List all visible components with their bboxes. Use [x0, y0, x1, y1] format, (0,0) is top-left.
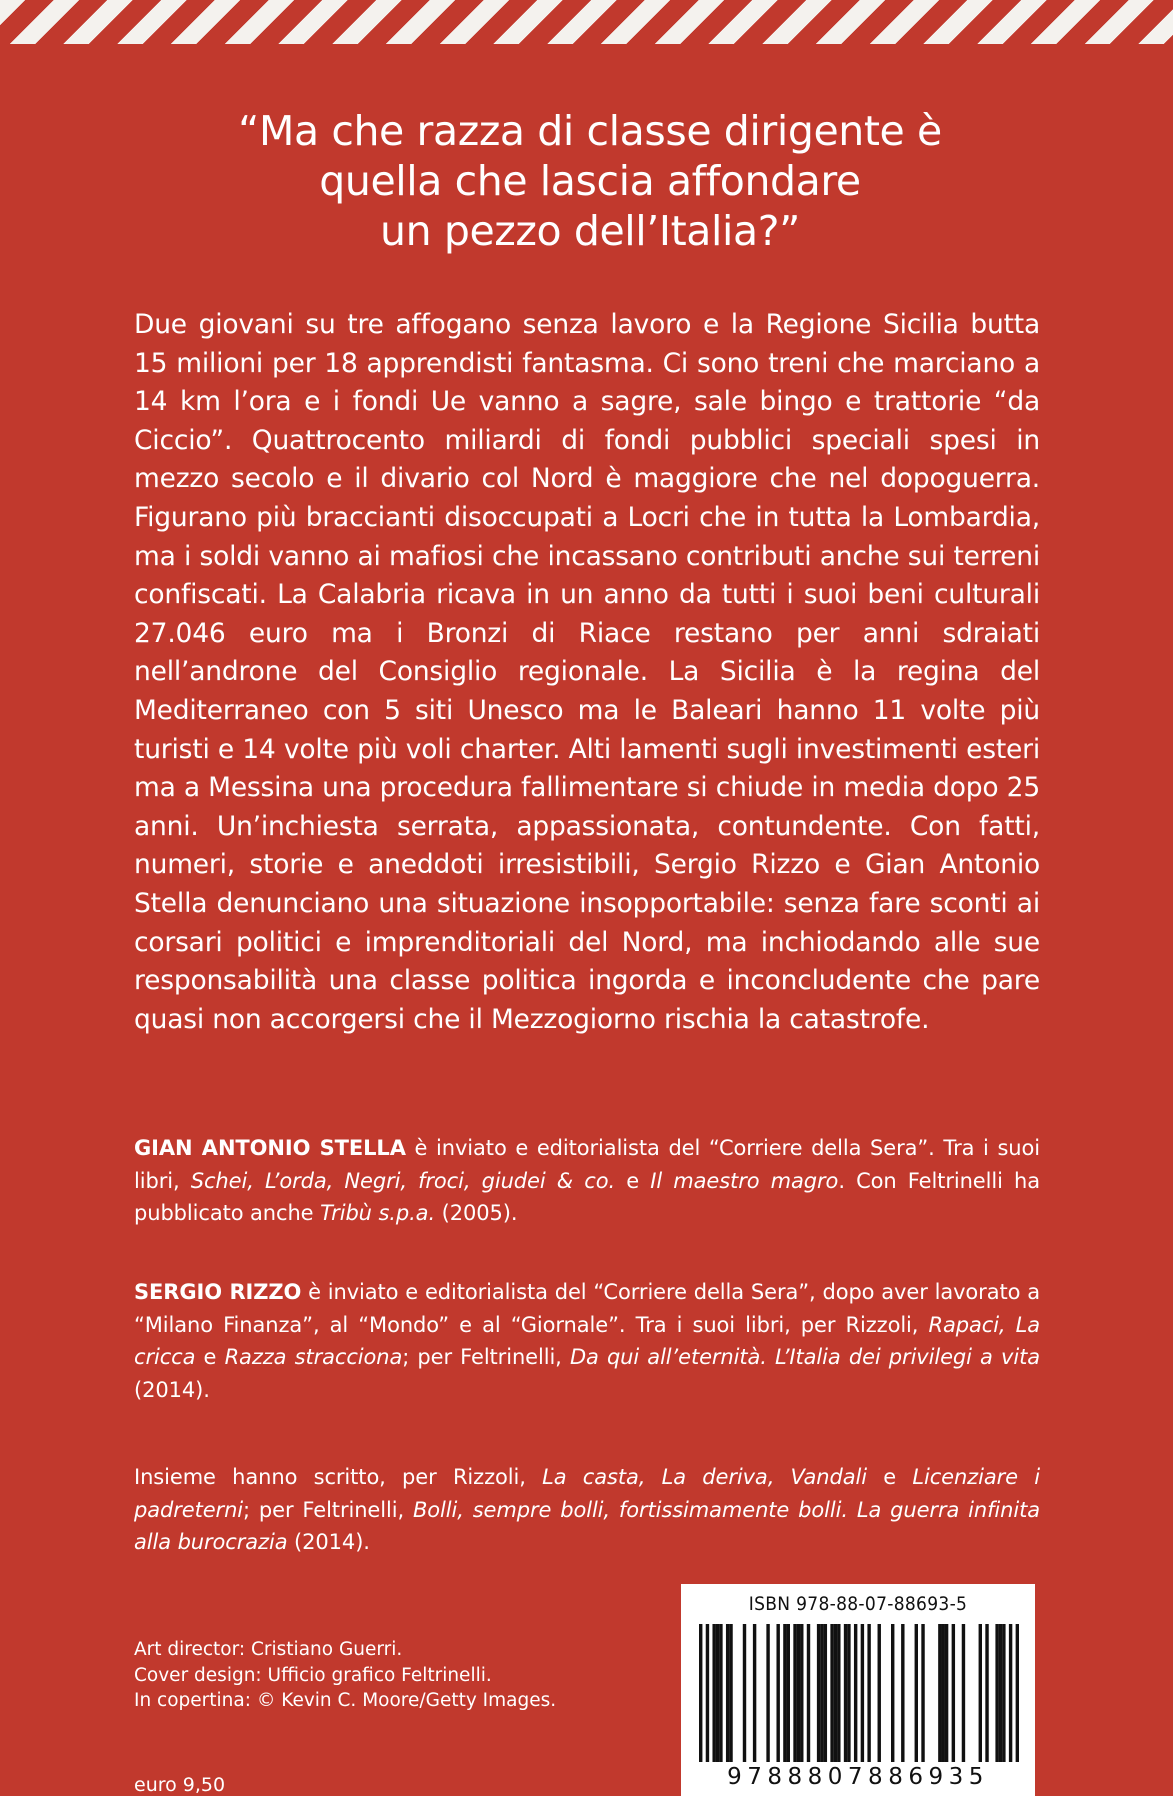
book-title: Bolli, sempre bolli, fortissimamente bolli. La guerra infinita alla burocrazia — [134, 1497, 1040, 1554]
barcode-bar — [861, 1624, 864, 1762]
book-titles: Rapaci, La cricca — [134, 1312, 1040, 1369]
credit-cover-design: Cover design: Ufficio grafico Feltrinelli. — [134, 1664, 492, 1686]
author-bio-stella — [134, 1132, 1040, 1230]
author-bio-rizzo — [134, 1276, 1040, 1406]
bio-text: (2014). — [134, 1377, 210, 1402]
barcode-bar — [1009, 1624, 1012, 1762]
barcode-bar — [787, 1624, 790, 1762]
barcode-bar — [995, 1624, 998, 1762]
book-title: Razza stracciona — [224, 1345, 403, 1369]
barcode-bar — [766, 1624, 769, 1762]
barcode-bar — [706, 1624, 709, 1762]
bio-text: . Con Feltrinelli ha pubblicato anche — [134, 1168, 1040, 1225]
isbn-label: ISBN 978-88-07-88693-5 — [748, 1593, 968, 1615]
barcode-bar — [915, 1624, 918, 1762]
quote-line-3: un pezzo dell’Italia?” — [380, 207, 800, 255]
barcode-bar — [867, 1624, 870, 1762]
barcode-bar — [945, 1624, 948, 1762]
barcode-bar — [962, 1624, 965, 1762]
barcode-bar — [753, 1624, 756, 1762]
barcode-bar — [834, 1624, 837, 1762]
quote-line-2: quella che lascia affondare — [319, 157, 861, 205]
pull-quote — [140, 106, 1040, 256]
joint-text: Insieme hanno scritto, per Rizzoli, — [134, 1465, 543, 1489]
barcode-bar — [985, 1624, 988, 1762]
barcode-bar — [854, 1624, 857, 1762]
credit-cover-photo: In copertina: © Kevin C. Moore/Getty Images. — [134, 1690, 557, 1711]
barcode-bar — [1002, 1624, 1005, 1762]
author-name-stella: GIAN ANTONIO STELLA — [134, 1136, 406, 1160]
barcode-bar — [793, 1624, 796, 1762]
barcode-bar — [830, 1624, 833, 1762]
joint-text: e — [866, 1465, 913, 1489]
book-blurb: Due giovani su tre affogano senza lavoro e la Regione Sicilia butta 15 milioni per 18 apprendisti fantasma. Ci sono treni che marciano a 14 km l’ora e i fondi Ue vanno a sagre, sale bingo e trattorie “da Ciccio”. Quattrocento miliardi di fondi pubblici speciali spesi in mezzo secolo e il divario col Nord è maggiore che nel dopoguerra. Figurano più braccianti disoccupati a Locri che in tutta la Lombardia, ma i soldi vanno ai mafiosi che incassano contributi anche sui terreni confiscati. La Calabria ricava in un anno da tutti i suoi beni culturali 27.046 euro ma i Bronzi di Riace restano per anni sdraiati nell’androne del Consiglio regionale. La Sicilia è la regina del Mediterraneo con 5 siti Unesco ma le Baleari hanno 11 volte più turisti e 14 volte più voli charter. Alti lamenti sugli investimenti esteri ma a Messina una procedura fallimentare si chiude in media dopo 25 anni. Un’inchiesta serrata, appassionata, contundente. Con fatti, numeri, storie e aneddoti irresistibili, Sergio Rizzo e Gian Antonio Stella denunciano una situazione insopportabile: senza fare sconti ai corsari politici e imprenditoriali del Nord, ma inchiodando alle sue responsabilità una classe politica ingorda e inconcludente che pare quasi non accorgersi che il Mezzogiorno rischia la catastrofe. — [134, 309, 1040, 1035]
barcode-bar — [729, 1624, 732, 1762]
author-name-rizzo: SERGIO RIZZO — [134, 1280, 302, 1304]
barcode-bar — [699, 1624, 702, 1762]
book-title: Da qui all’eternità. L’Italia dei privilegi a vita — [569, 1345, 1040, 1369]
book-titles: Schei, L’orda, Negri, froci, giudei & co. — [190, 1168, 616, 1193]
barcode-bar — [837, 1624, 840, 1762]
barcode-bar — [800, 1624, 803, 1762]
barcode-bar — [844, 1624, 847, 1762]
barcode-bar — [891, 1624, 894, 1762]
barcode-bar — [1016, 1624, 1019, 1762]
barcode-bar — [797, 1624, 800, 1762]
barcode-bar — [921, 1624, 924, 1762]
barcode-bar — [783, 1624, 786, 1762]
barcode-bar — [726, 1624, 729, 1762]
bio-text: (2005). — [435, 1201, 518, 1225]
book-titles: La casta, La deriva, Vandali — [542, 1465, 867, 1489]
barcode-bar — [712, 1624, 715, 1762]
barcode-image — [699, 1624, 1019, 1762]
barcode-bar — [979, 1624, 982, 1762]
barcode-bar — [776, 1624, 779, 1762]
bio-text: è inviato e editorialista del “Corriere della Sera”. Tra i suoi libri, — [134, 1136, 1040, 1193]
barcode-bar — [824, 1624, 827, 1762]
barcode-bar — [820, 1624, 823, 1762]
bio-text: e — [195, 1345, 225, 1369]
barcode-bar — [942, 1624, 945, 1762]
book-title: Licenziare i padreterni — [134, 1465, 1040, 1522]
price-label: euro 9,50 — [134, 1774, 226, 1796]
barcode-bar — [878, 1624, 881, 1762]
bio-text: ; per Feltrinelli, — [402, 1345, 570, 1369]
barcode-panel — [681, 1584, 1035, 1796]
barcode-bar — [817, 1624, 820, 1762]
bio-text: e — [615, 1168, 651, 1193]
quote-line-1: “Ma che razza di classe dirigente è — [238, 107, 942, 155]
barcode-bar — [743, 1624, 746, 1762]
striped-top-border — [0, 0, 1173, 44]
bio-text: è inviato e editorialista del “Corriere della Sera”, dopo aver lavorato a “Milano Finanza”, al “Mondo” e al “Giornale”. Tra i suoi libri, per Rizzoli, — [134, 1280, 1040, 1337]
joint-works — [134, 1461, 1040, 1559]
barcode-bar — [716, 1624, 719, 1762]
barcode-bar — [807, 1624, 810, 1762]
barcode-bar — [719, 1624, 722, 1762]
cover-credits — [134, 1637, 674, 1714]
book-title: Tribù s.p.a. — [320, 1201, 436, 1225]
barcode-bar — [901, 1624, 904, 1762]
credit-art-director: Art director: Cristiano Guerri. — [134, 1639, 403, 1660]
barcode-digits: 9788807886935 — [727, 1764, 989, 1790]
barcode-bar — [952, 1624, 955, 1762]
joint-text: ; per Feltrinelli, — [243, 1497, 413, 1522]
book-title: Il maestro magro — [650, 1168, 839, 1193]
joint-text: (2014). — [287, 1530, 370, 1554]
barcode-bar — [938, 1624, 941, 1762]
barcode-bar — [999, 1624, 1002, 1762]
barcode-bar — [847, 1624, 850, 1762]
